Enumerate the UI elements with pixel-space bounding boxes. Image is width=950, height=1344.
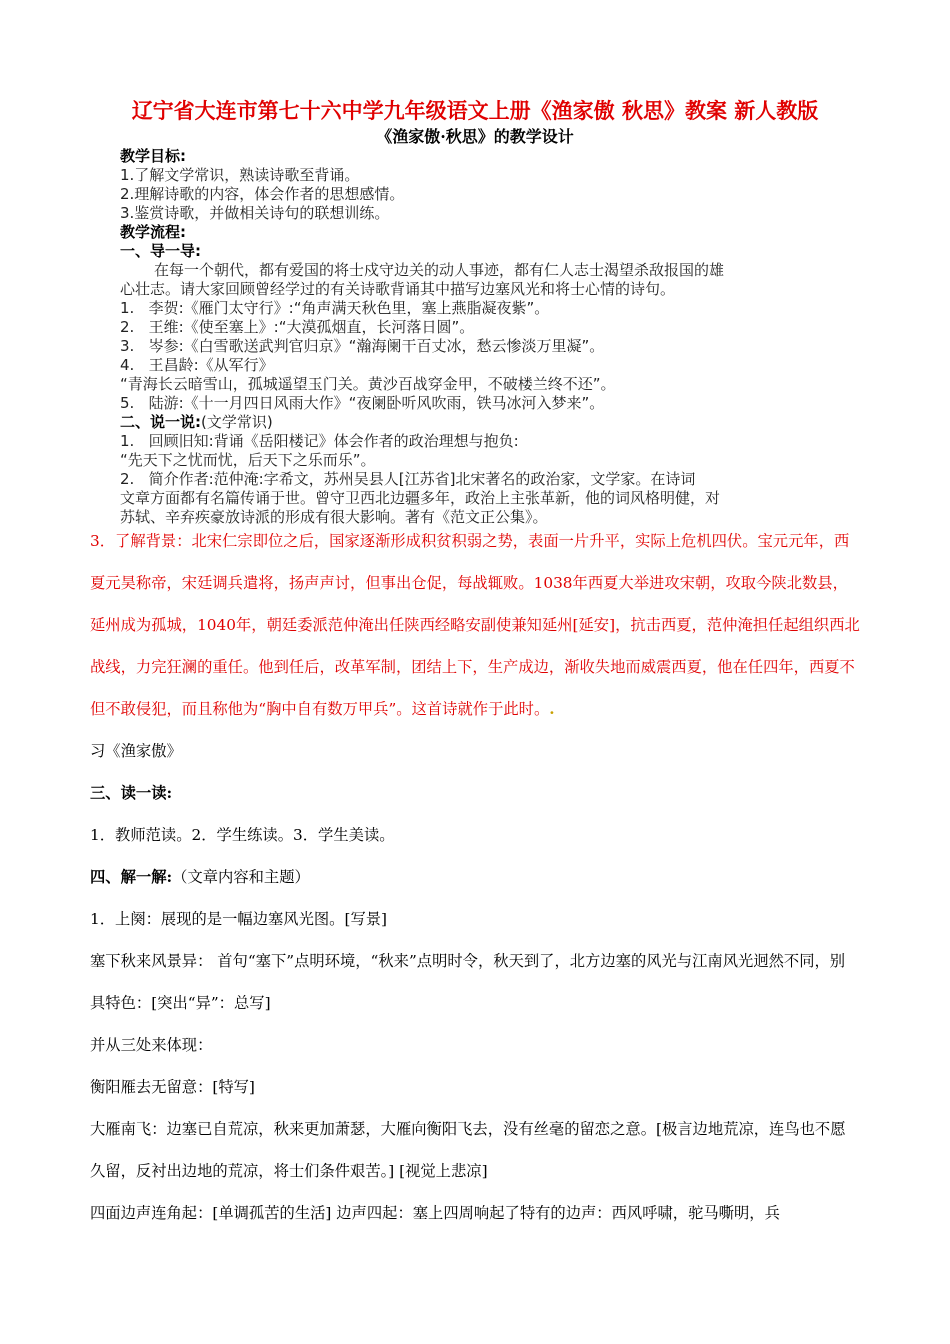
review-line: 1. 回顾旧知:背诵《岳阳楼记》体会作者的政治理想与抱负: [120,432,519,450]
review-quote: “先天下之忧而忧，后天下之乐而乐”。 [120,451,376,469]
poem-item: 1. 李贺:《雁门太守行》:“角声满天秋色里，塞上燕脂凝夜紫”。 [120,299,550,317]
step1-heading: 一、导一导: [120,242,201,260]
body-section [90,520,860,1234]
step4-note: （文章内容和主题） [172,868,310,886]
goal-item: 2.理解诗歌的内容，体会作者的思想感情。 [120,185,405,203]
poem-item: 2. 王维:《使至塞上》:“大漠孤烟直，长河落日圆”。 [120,318,475,336]
practice-line: 习《渔家傲》 [90,742,182,760]
step2-heading: 二、说一说: [120,413,201,431]
author-line: 文章方面都有名篇传诵于世。曾守卫西北边疆多年，政治上主张革新，他的词风格明健，对 [120,489,721,507]
background-text: 3．了解背景：北宋仁宗即位之后，国家逐渐形成积贫积弱之势，表面一片升平，实际上危机四伏。宝元元年，西夏元昊称帝，宋廷调兵遣将，扬声声讨，但事出仓促，每战辄败。1038年西夏大举进攻宋朝，攻取今陕北数县，延州成为孤城，1040年，朝廷委派范仲淹出任陕西经略安副使兼知延州[延安]，抗击西夏，范仲淹担任起组织西北战线，力完狂澜的重任。他到任后，改革军制，团结上下，生产成边，渐收失地而威震西夏，他在任四年，西夏不但不敢侵犯，而且称他为“胸中自有数万甲兵”。这首诗就作于此时。 [90,532,860,718]
step2-note: (文学常识) [201,413,273,431]
poem-item: 5. 陆游:《十一月四日风雨大作》“夜阑卧听风吹雨，铁马冰河入梦来”。 [120,394,605,412]
flow-heading: 教学流程: [120,223,186,241]
autumn-paragraph: 塞下秋来风景异： 首句“塞下”点明环境，“秋来”点明时令，秋天到了，北方边塞的风光与江南风光迥然不同，别具特色：[突出“异”：总写] [90,952,846,1012]
intro-line: 心壮志。请大家回顾曾经学过的有关诗歌背诵其中描写边塞风光和将士心情的诗句。 [120,280,676,298]
goal-item: 1.了解文学常识，熟读诗歌至背诵。 [120,166,360,184]
poem-item: 4. 王昌龄:《从军行》 [120,356,274,374]
goals-heading: 教学目标: [120,147,186,165]
step3-heading: 三、读一读: [90,784,173,802]
three-aspects-line: 并从三处来体现： [90,1036,213,1054]
geese-heading: 衡阳雁去无留意：[特写] [90,1078,255,1096]
sounds-line: 四面边声连角起：[单调孤苦的生活] 边声四起：塞上四周响起了特有的边声：西风呼啸，驼马嘶明，兵 [90,1204,780,1222]
document-subtitle: 《渔家傲·秋思》的教学设计 [376,127,574,146]
background-paragraph [90,520,860,730]
document-title: 辽宁省大连市第七十六中学九年级语文上册《渔家傲 秋思》教案 新人教版 [131,98,819,123]
step4-heading: 四、解一解: [90,868,173,886]
step3-items: 1．教师范读。2．学生练读。3．学生美读。 [90,826,395,844]
intro-line: 在每一个朝代，都有爱国的将士戍守边关的动人事迹，都有仁人志士渴望杀敌报国的雄 [154,261,725,279]
upper-stanza-line: 1．上阕：展现的是一幅边塞风光图。[写景] [90,910,388,928]
author-line: 苏轼、辛弃疾豪放诗派的形成有很大影响。著有《范文正公集》。 [120,508,548,526]
poem-item: “青海长云暗雪山，孤城遥望玉门关。黄沙百战穿金甲，不破楼兰终不还”。 [120,375,616,393]
scanned-section [120,147,820,527]
background-mark: . [549,700,555,718]
author-line: 2. 简介作者:范仲淹:字希文，苏州吴县人[江苏省]北宋著名的政治家，文学家。在诗词 [120,470,696,488]
geese-paragraph: 大雁南飞：边塞已自荒凉，秋来更加萧瑟，大雁向衡阳飞去，没有丝毫的留恋之意。[极言边地荒凉，连鸟也不愿久留，反衬出边地的荒凉，将士们条件艰苦。] [视觉上悲凉] [90,1120,846,1180]
poem-item: 3. 岑参:《白雪歌送武判官归京》“瀚海阑干百丈冰，愁云惨淡万里凝”。 [120,337,605,355]
goal-item: 3.鉴赏诗歌，并做相关诗句的联想训练。 [120,204,390,222]
